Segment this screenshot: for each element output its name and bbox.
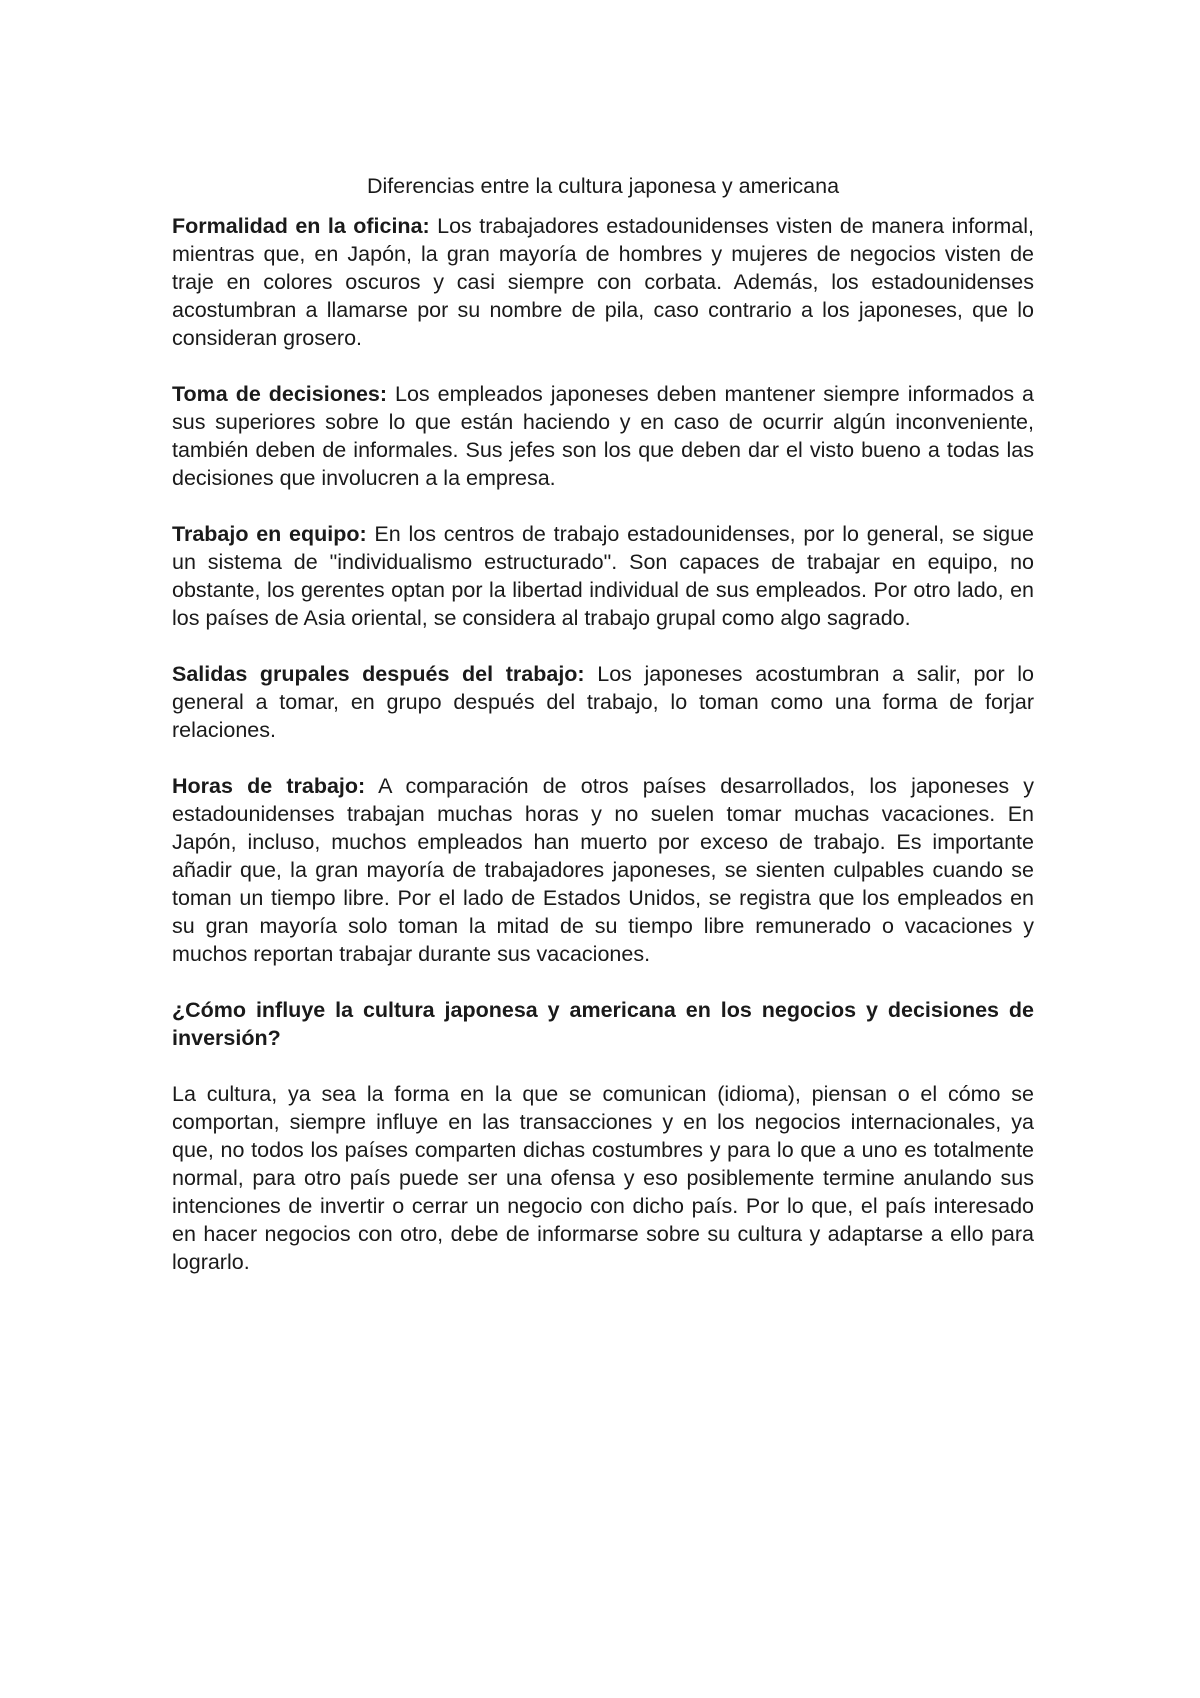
section-horas-trabajo — [172, 772, 1034, 968]
section-term: Formalidad en la oficina: — [172, 214, 430, 238]
section-text: En los centros de trabajo estadounidenses, por lo general, se sigue un sistema de "individualismo estructurado". Son capaces de trabajar en equipo, no obstante, los gerentes optan por la libertad individual de sus empleados. Por otro lado, en los países de Asia oriental, se considera al trabajo grupal como algo sagrado. — [172, 522, 1034, 630]
section-text: Los empleados japoneses deben mantener siempre informados a sus superiores sobre lo que están haciendo y en caso de ocurrir algún inconveniente, también deben de informales. Sus jefes son los que deben dar el visto bueno a todas las decisiones que involucren a la empresa. — [172, 382, 1034, 490]
document-page — [172, 172, 1034, 1304]
section-term: Salidas grupales después del trabajo: — [172, 662, 585, 686]
section-term: Trabajo en equipo: — [172, 522, 367, 546]
document-title: Diferencias entre la cultura japonesa y americana — [366, 174, 840, 198]
question-heading: ¿Cómo influye la cultura japonesa y americana en los negocios y decisiones de inversión? — [172, 998, 1034, 1050]
section-salidas-grupales — [172, 660, 1034, 744]
section-term: Toma de decisiones: — [172, 382, 388, 406]
answer-paragraph: La cultura, ya sea la forma en la que se comunican (idioma), piensan o el cómo se comportan, siempre influye en las transacciones y en los negocios internacionales, ya que, no todos los países comparten dichas costumbres y para lo que a uno es totalmente normal, para otro país puede ser una ofensa y eso posiblemente termine anulando sus intenciones de invertir o cerrar un negocio con dicho país. Por lo que, el país interesado en hacer negocios con otro, debe de informarse sobre su cultura y adaptarse a ello para lograrlo. — [172, 1082, 1034, 1274]
section-formalidad — [172, 212, 1034, 352]
section-trabajo-equipo — [172, 520, 1034, 632]
section-text: Los trabajadores estadounidenses visten de manera informal, mientras que, en Japón, la gran mayoría de hombres y mujeres de negocios visten de traje en colores oscuros y casi siempre con corbata. Además, los estadounidenses acostumbran a llamarse por su nombre de pila, caso contrario a los japoneses, que lo consideran grosero. — [172, 214, 1034, 350]
section-text: Los japoneses acostumbran a salir, por lo general a tomar, en grupo después del trabajo, lo toman como una forma de forjar relaciones. — [172, 662, 1034, 742]
section-text: A comparación de otros países desarrollados, los japoneses y estadounidenses trabajan muchas horas y no suelen tomar muchas vacaciones. En Japón, incluso, muchos empleados han muerto por exceso de trabajo. Es importante añadir que, la gran mayoría de trabajadores japoneses, se sienten culpables cuando se toman un tiempo libre. Por el lado de Estados Unidos, se registra que los empleados en su gran mayoría solo toman la mitad de su tiempo libre remunerado o vacaciones y muchos reportan trabajar durante sus vacaciones. — [172, 774, 1034, 966]
section-toma-decisiones — [172, 380, 1034, 492]
section-term: Horas de trabajo: — [172, 774, 366, 798]
